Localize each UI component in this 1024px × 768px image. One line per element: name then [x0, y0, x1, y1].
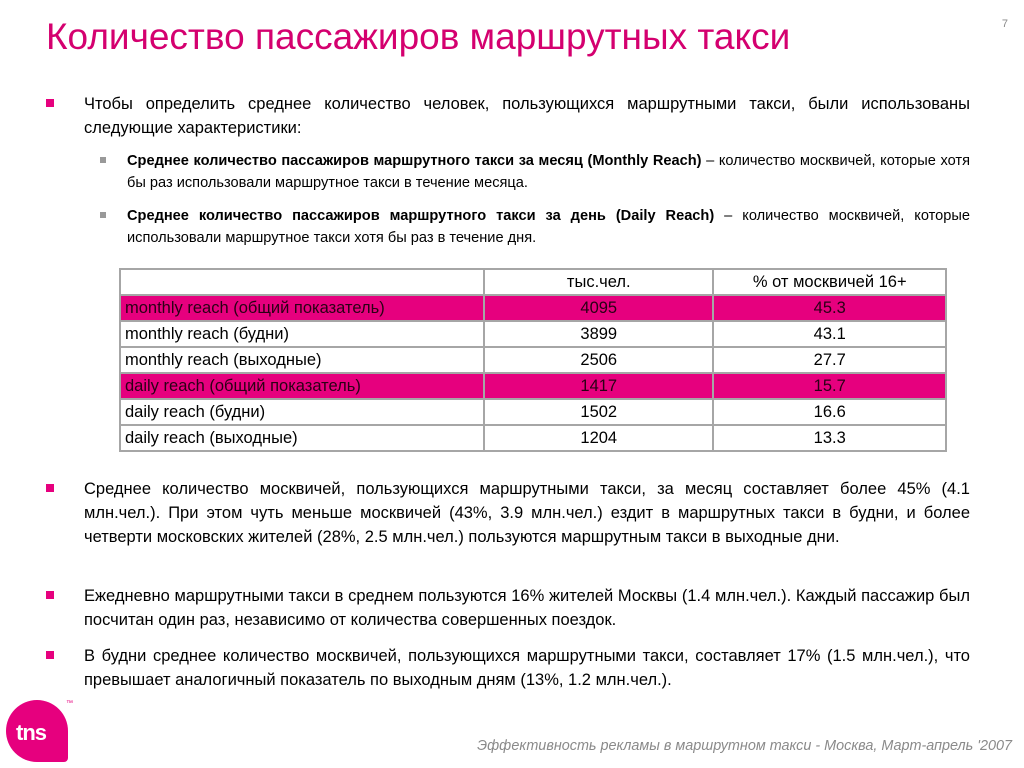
table-row — [120, 347, 946, 373]
row-label: monthly reach (будни) — [120, 321, 484, 347]
logo-text: tns — [16, 720, 46, 745]
row-label: daily reach (выходные) — [120, 425, 484, 451]
row-thousands: 2506 — [484, 347, 713, 373]
bullet-marker — [46, 591, 54, 599]
row-label: monthly reach (выходные) — [120, 347, 484, 373]
sub-bullet-marker — [100, 157, 106, 163]
finding-daily: Ежедневно маршрутными такси в среднем пользуются 16% жителей Москвы (1.4 млн.чел.). Каждый пассажир был посчитан один раз, независимо от количества совершенных поездок. — [84, 587, 970, 629]
bullet-marker — [46, 651, 54, 659]
row-label: monthly reach (общий показатель) — [120, 295, 484, 321]
row-thousands: 1417 — [484, 373, 713, 399]
table-row — [120, 295, 946, 321]
row-percent: 43.1 — [713, 321, 946, 347]
row-label: daily reach (общий показатель) — [120, 373, 484, 399]
bullet-marker — [46, 99, 54, 107]
footer-caption: Эффективность рекламы в маршрутном такси - Москва, Март-апрель '2007 — [477, 738, 1012, 754]
sub-bullet-marker — [100, 212, 106, 218]
finding-monthly: Среднее количество москвичей, пользующихся маршрутными такси, за месяц составляет более 45% (4.1 млн.чел.). При этом чуть меньше москвичей (43%, 3.9 млн.чел.) ездит в маршрутных такси в будни, и более четверти московских жителей (28%, 2.5 млн.чел.) пользуются маршрутным такси в выходные дни. — [84, 480, 970, 546]
table-header-cell: % от москвичей 16+ — [713, 269, 946, 295]
definition-term: Среднее количество пассажиров маршрутного такси за день (Daily Reach) — [127, 208, 715, 224]
row-percent: 13.3 — [713, 425, 946, 451]
row-thousands: 3899 — [484, 321, 713, 347]
finding-weekdays: В будни среднее количество москвичей, пользующихся маршрутными такси, составляет 17% (1.5 млн.чел.), что превышает аналогичный показатель по выходным дням (13%, 1.2 млн.чел.). — [84, 647, 970, 689]
row-percent: 45.3 — [713, 295, 946, 321]
table-row — [120, 373, 946, 399]
table-row — [120, 321, 946, 347]
page-number: 7 — [1001, 18, 1008, 30]
intro-text: Чтобы определить среднее количество человек, пользующихся маршрутными такси, были использованы следующие характеристики: — [84, 95, 970, 137]
row-thousands: 1204 — [484, 425, 713, 451]
table-row — [120, 399, 946, 425]
definition-text: – количество москвичей, которые использовали маршрутное такси хотя бы раз в течение дня. — [127, 208, 970, 246]
row-percent: 15.7 — [713, 373, 946, 399]
bullet-marker — [46, 484, 54, 492]
row-label: daily reach (будни) — [120, 399, 484, 425]
table-row — [120, 425, 946, 451]
definition-term: Среднее количество пассажиров маршрутного такси за месяц (Monthly Reach) — [127, 153, 702, 169]
definition-monthly — [127, 150, 970, 194]
row-thousands: 4095 — [484, 295, 713, 321]
definition-daily — [127, 205, 970, 249]
row-percent: 27.7 — [713, 347, 946, 373]
reach-table — [119, 268, 947, 452]
table-header-cell — [120, 269, 484, 295]
tns-logo — [6, 700, 68, 762]
definition-text: – количество москвичей, которые хотя бы раз использовали маршрутное такси в течение месяца. — [127, 153, 971, 191]
row-thousands: 1502 — [484, 399, 713, 425]
logo-trademark: ™ — [66, 700, 73, 707]
slide-title: Количество пассажиров маршрутных такси — [46, 16, 791, 57]
table-header-row — [120, 269, 946, 295]
row-percent: 16.6 — [713, 399, 946, 425]
table-header-cell: тыс.чел. — [484, 269, 713, 295]
